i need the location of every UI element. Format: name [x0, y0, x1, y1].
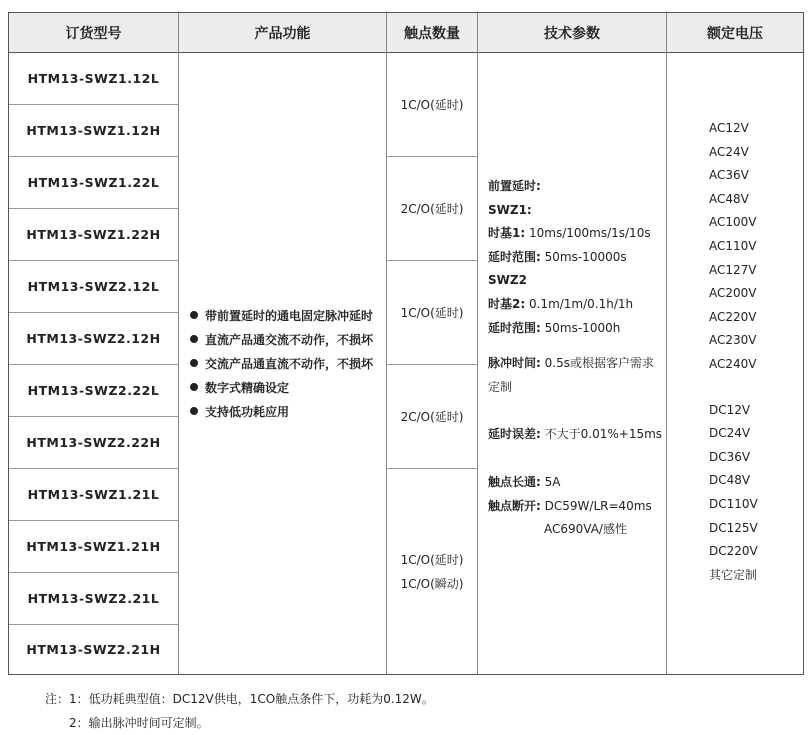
params-cell: [478, 53, 666, 674]
function-cell: [179, 53, 386, 674]
model-cell: HTM13-SWZ1.12H: [9, 105, 178, 157]
voltage-dc: DC36V: [709, 449, 751, 464]
param-timebase-1: 时基1: 10ms/100ms/1s/10s: [488, 226, 651, 241]
voltage-dc: DC220V: [709, 544, 758, 559]
header-voltage: 额定电压: [667, 13, 803, 52]
voltage-dc: DC12V: [709, 402, 751, 417]
note-1: 注：1：低功耗典型值：DC12V供电，1CO触点条件下，功耗为0.12W。: [45, 692, 434, 706]
function-item: 直流产品通交流不动作，不损坏: [190, 328, 386, 352]
param-swz2: SWZ2: [488, 273, 527, 288]
param-error: 延时误差: 不大于0.01%+15ms: [488, 427, 663, 442]
voltage-ac: AC48V: [709, 191, 749, 206]
model-cell: HTM13-SWZ2.12L: [9, 261, 178, 313]
voltage-ac: AC230V: [709, 333, 757, 348]
product-table: [8, 12, 804, 675]
param-range-2: 延时范围: 50ms-1000h: [488, 320, 621, 335]
voltage-dc: 其它定制: [709, 567, 758, 582]
voltage-ac: AC200V: [709, 286, 757, 301]
note-2: 2：输出脉冲时间可定制。: [69, 716, 209, 730]
header-params: 技术参数: [478, 13, 667, 52]
model-cell: HTM13-SWZ1.21L: [9, 469, 178, 521]
contact-cell: 1C/O(延时): [387, 53, 477, 157]
model-cell: HTM13-SWZ2.12H: [9, 313, 178, 365]
model-cell: HTM13-SWZ2.21H: [26, 642, 161, 657]
param-range-1: 延时范围: 50ms-10000s: [488, 249, 627, 264]
voltage-ac: AC240V: [709, 356, 757, 371]
param-timebase-2: 时基2: 0.1m/1m/0.1h/1h: [488, 296, 634, 311]
param-pre-delay: 前置延时:: [488, 179, 541, 193]
param-contact-break: 触点断开: DC59W/LR=40ms: [488, 498, 652, 513]
param-pulse-cont: 定制: [488, 379, 513, 394]
voltage-dc: DC24V: [709, 426, 751, 441]
voltage-ac: AC36V: [709, 168, 749, 183]
model-cell: HTM13-SWZ2.22H: [9, 417, 178, 469]
header-contacts: 触点数量: [387, 13, 478, 52]
model-cell: HTM13-SWZ1.22H: [9, 209, 178, 261]
voltage-ac: AC127V: [709, 262, 757, 277]
bullet-icon: [190, 359, 198, 367]
model-cell: HTM13-SWZ1.12L: [9, 53, 178, 105]
function-item: 带前置延时的通电固定脉冲延时: [190, 304, 386, 328]
param-contact-break-cont: AC690VA/感性: [544, 522, 627, 537]
voltage-ac: AC220V: [709, 309, 757, 324]
voltage-dc: DC48V: [709, 473, 751, 488]
model-cell: HTM13-SWZ2.21L: [9, 573, 178, 625]
voltage-ac: AC110V: [709, 238, 757, 253]
param-swz1: SWZ1:: [488, 202, 532, 217]
voltage-dc: DC125V: [709, 520, 758, 535]
voltage-ac: AC12V: [709, 121, 749, 135]
contact-cell: 1C/O(延时): [387, 261, 477, 365]
model-cell: HTM13-SWZ1.21H: [9, 521, 178, 573]
bullet-icon: [190, 383, 198, 391]
contact-cell: 2C/O(延时): [387, 365, 477, 469]
bullet-icon: [190, 335, 198, 343]
header-function: 产品功能: [179, 13, 387, 52]
param-contact-closed: 触点长通: 5A: [488, 474, 561, 489]
voltage-ac: AC100V: [709, 215, 757, 230]
voltage-dc: DC110V: [709, 496, 758, 511]
contact-cell: 1C/O(延时) 1C/O(瞬动): [400, 552, 464, 591]
bullet-icon: [190, 407, 198, 415]
voltage-ac: AC24V: [709, 144, 749, 159]
function-item: 支持低功耗应用: [190, 400, 386, 424]
voltage-cell: [667, 53, 804, 674]
param-pulse: 脉冲时间: 0.5s或根据客户需求: [488, 356, 654, 371]
header-model: 订货型号: [9, 13, 179, 52]
voltage-spacer: [709, 377, 804, 399]
function-item: 交流产品通直流不动作，不损坏: [190, 352, 386, 376]
model-cell: HTM13-SWZ2.22L: [9, 365, 178, 417]
model-cell: HTM13-SWZ1.22L: [9, 157, 178, 209]
footnotes: [45, 687, 434, 735]
bullet-icon: [190, 311, 198, 319]
contact-cell: 2C/O(延时): [387, 157, 477, 261]
function-item: 数字式精确设定: [190, 376, 386, 400]
